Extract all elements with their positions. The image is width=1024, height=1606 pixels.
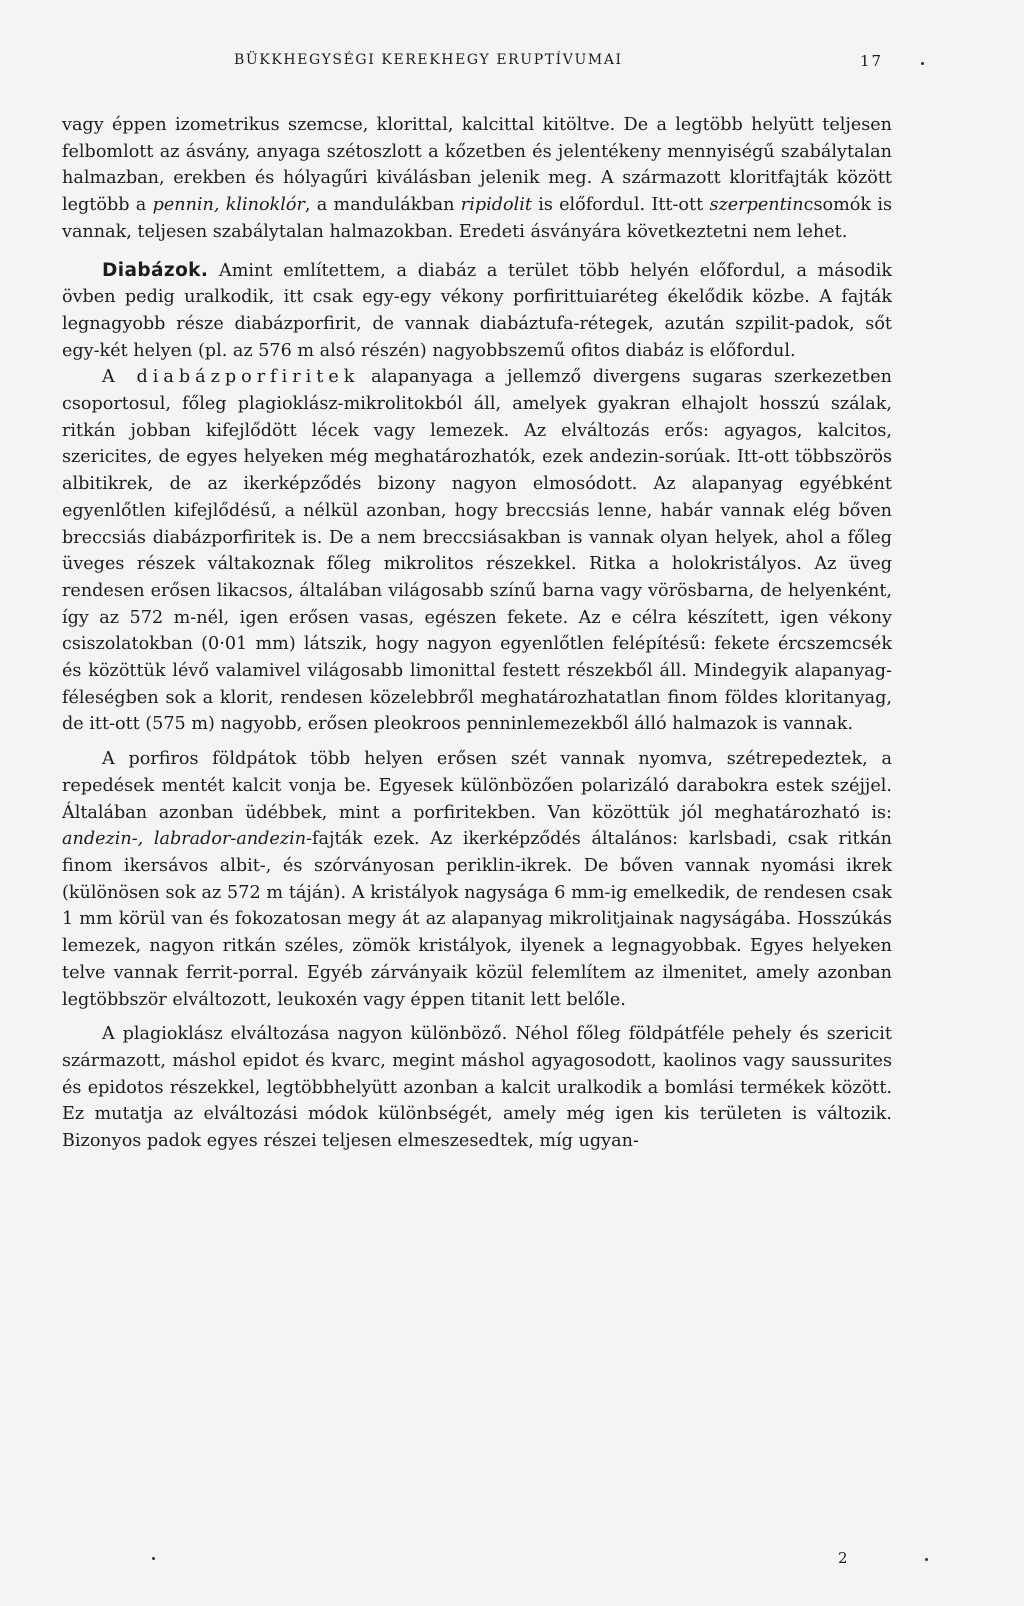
paragraph-1-text-c: is előfordul. Itt-ott [531, 195, 710, 216]
margin-speck [152, 1557, 155, 1560]
margin-speck [921, 62, 924, 65]
body-text [62, 112, 892, 1155]
paragraph-1-text-a: vagy éppen izometrikus szemcse, klorittal, kalcittal kitöltve. De a legtöbb helyütt teljesen felbomlott az ásvány, anyaga szétoszlott a kőzetben és jelentékeny mennyiségű szabálytalan halmazban, erekben és hólyagűri kiválásban jelenik meg. A származott kloritfajták között legtöbb a [62, 115, 892, 216]
paragraph-2 [62, 258, 892, 365]
paragraph-4-text-a: A porfiros földpátok több helyen erősen szét vannak nyomva, szétrepedeztek, a repedések mentét kalcit vonja be. Egyesek különbözően polarizáló darabokra estek széjjel. Általában azonban üdébbek, mint a porfiritekben. Van közöttük jól meghatározható is: [62, 749, 892, 823]
signature-mark: 2 [838, 1549, 848, 1567]
paragraph-3-text: alapanyaga a jellemző divergens sugaras szerkezetben csoportosul, főleg plagioklász-mikrolitokból áll, amelyek gyakran elhajolt hosszú szálak, ritkán jobban kifejlődött lécek vagy lemezek. Az elváltozás erős: agyagos, kalcitos, szericites, de egyes helyeken még meghatározhatók, ezek andezin-sorúak. Itt-ott többszörös albitikrek, de az ikerképződés bizony nagyon elmosódott. Az alapanyag egyébként egyenlőtlen kifejlődésű, a nélkül azonban, hogy breccsiás lenne, habár vannak elég bőven breccsiás diabázporfiritek is. De a nem breccsiásakban is vannak olyan helyek, ahol a főleg üveges részek váltakoznak főleg mikrolitos részekkel. Ritka a holokristályos. Az üveg rendesen erősen likacsos, általában világosabb színű barna vagy vörösbarna, de helyenként, így az 572 m-nél, igen erősen vasas, egészen fekete. Az e célra készített, igen vékony csiszolatokban (0·01 mm) látszik, hogy nagyon egyenlőtlen felépítésű: fekete ércszemcsék és közöttük lévő valamivel világosabb limonittal festett részekből áll. Mindegyik alapanyag-féleségben sok a klorit, rendesen közelebbről meghatározhatatlan finom földes kloritanyag, de itt-ott (575 m) nagyobb, erősen pleokroos penninlemezekből álló halmazok is vannak. [62, 367, 892, 735]
paragraph-4 [62, 746, 892, 1013]
paragraph-2-text: Amint említettem, a diabáz a terület több helyén előfordul, a második övben pedig uralkodik, itt csak egy-egy vékony porfirittuiaréteg ékelődik közbe. A fajták legnagyobb része diabázporfirit, de vannak diabáztufa-rétegek, azután szpilit-padok, sőt egy-két helyen (pl. az 576 m alsó részén) nagyobbszemű ofitos diabáz is előfordul. [62, 260, 892, 361]
spaced-term-diabazporfiritek: A diabázporfiritek [102, 367, 360, 388]
paragraph-1-text-b: , a mandulákban [304, 195, 461, 216]
paragraph-1 [62, 112, 892, 246]
running-header [0, 52, 1024, 76]
mineral-name-szerpentin: szerpentin [709, 195, 804, 216]
page-number: 17 [860, 52, 884, 70]
paragraph-3 [62, 364, 892, 738]
section-heading-diabazok: Diabázok. [102, 259, 209, 281]
mineral-name-andezin-labrador: andezin-, labrador-andezin [62, 829, 307, 850]
paragraph-5 [62, 1021, 892, 1155]
paragraph-1-text-d: csomók is vannak, teljesen szabálytalan halmazokban. Eredeti ásványára következtetni nem lehet. [62, 195, 892, 242]
paragraph-5-text: A plagioklász elváltozása nagyon különböző. Néhol főleg földpátféle pehely és szericit származott, máshol epidot és kvarc, megint máshol agyagosodott, kaolinos vagy saussurites és epidotos részekkel, legtöbbhelyütt azonban a kalcit uralkodik a bomlási termékek között. Ez mutatja az elváltozási módok különbségét, amely még igen kis területen is változik. Bizonyos padok egyes részei teljesen elmeszesedtek, míg ugyan- [62, 1024, 892, 1152]
mineral-name-pennin-klinoklor: pennin, klinoklór [152, 195, 305, 216]
margin-speck [925, 1558, 928, 1561]
paragraph-4-text-b: -fajták ezek. Az ikerképződés általános: karlsbadi, csak ritkán finom ikersávos albit-, és szórványosan periklin-ikrek. De bőven vannak nyomási ikrek (különösen sok az 572 m táján). A kristályok nagysága 6 mm-ig emelkedik, de rendesen csak 1 mm körül van és fokozatosan megy át az alapanyag mikrolitjainak nagyságába. Hosszúkás lemezek, nagyon ritkán széles, zömök kristályok, ilyenek a legnagyobbak. Egyes helyeken telve vannak ferrit-porral. Egyéb zárványaik közül felemlítem az ilmenitet, amely azonban legtöbbször elváltozott, leukoxén vagy éppen titanit lett belőle. [62, 829, 892, 1010]
mineral-name-ripidolit: ripidolit [460, 195, 532, 216]
running-title: BÜKKHEGYSÉGI KEREKHEGY ERUPTÍVUMAI [234, 52, 623, 68]
